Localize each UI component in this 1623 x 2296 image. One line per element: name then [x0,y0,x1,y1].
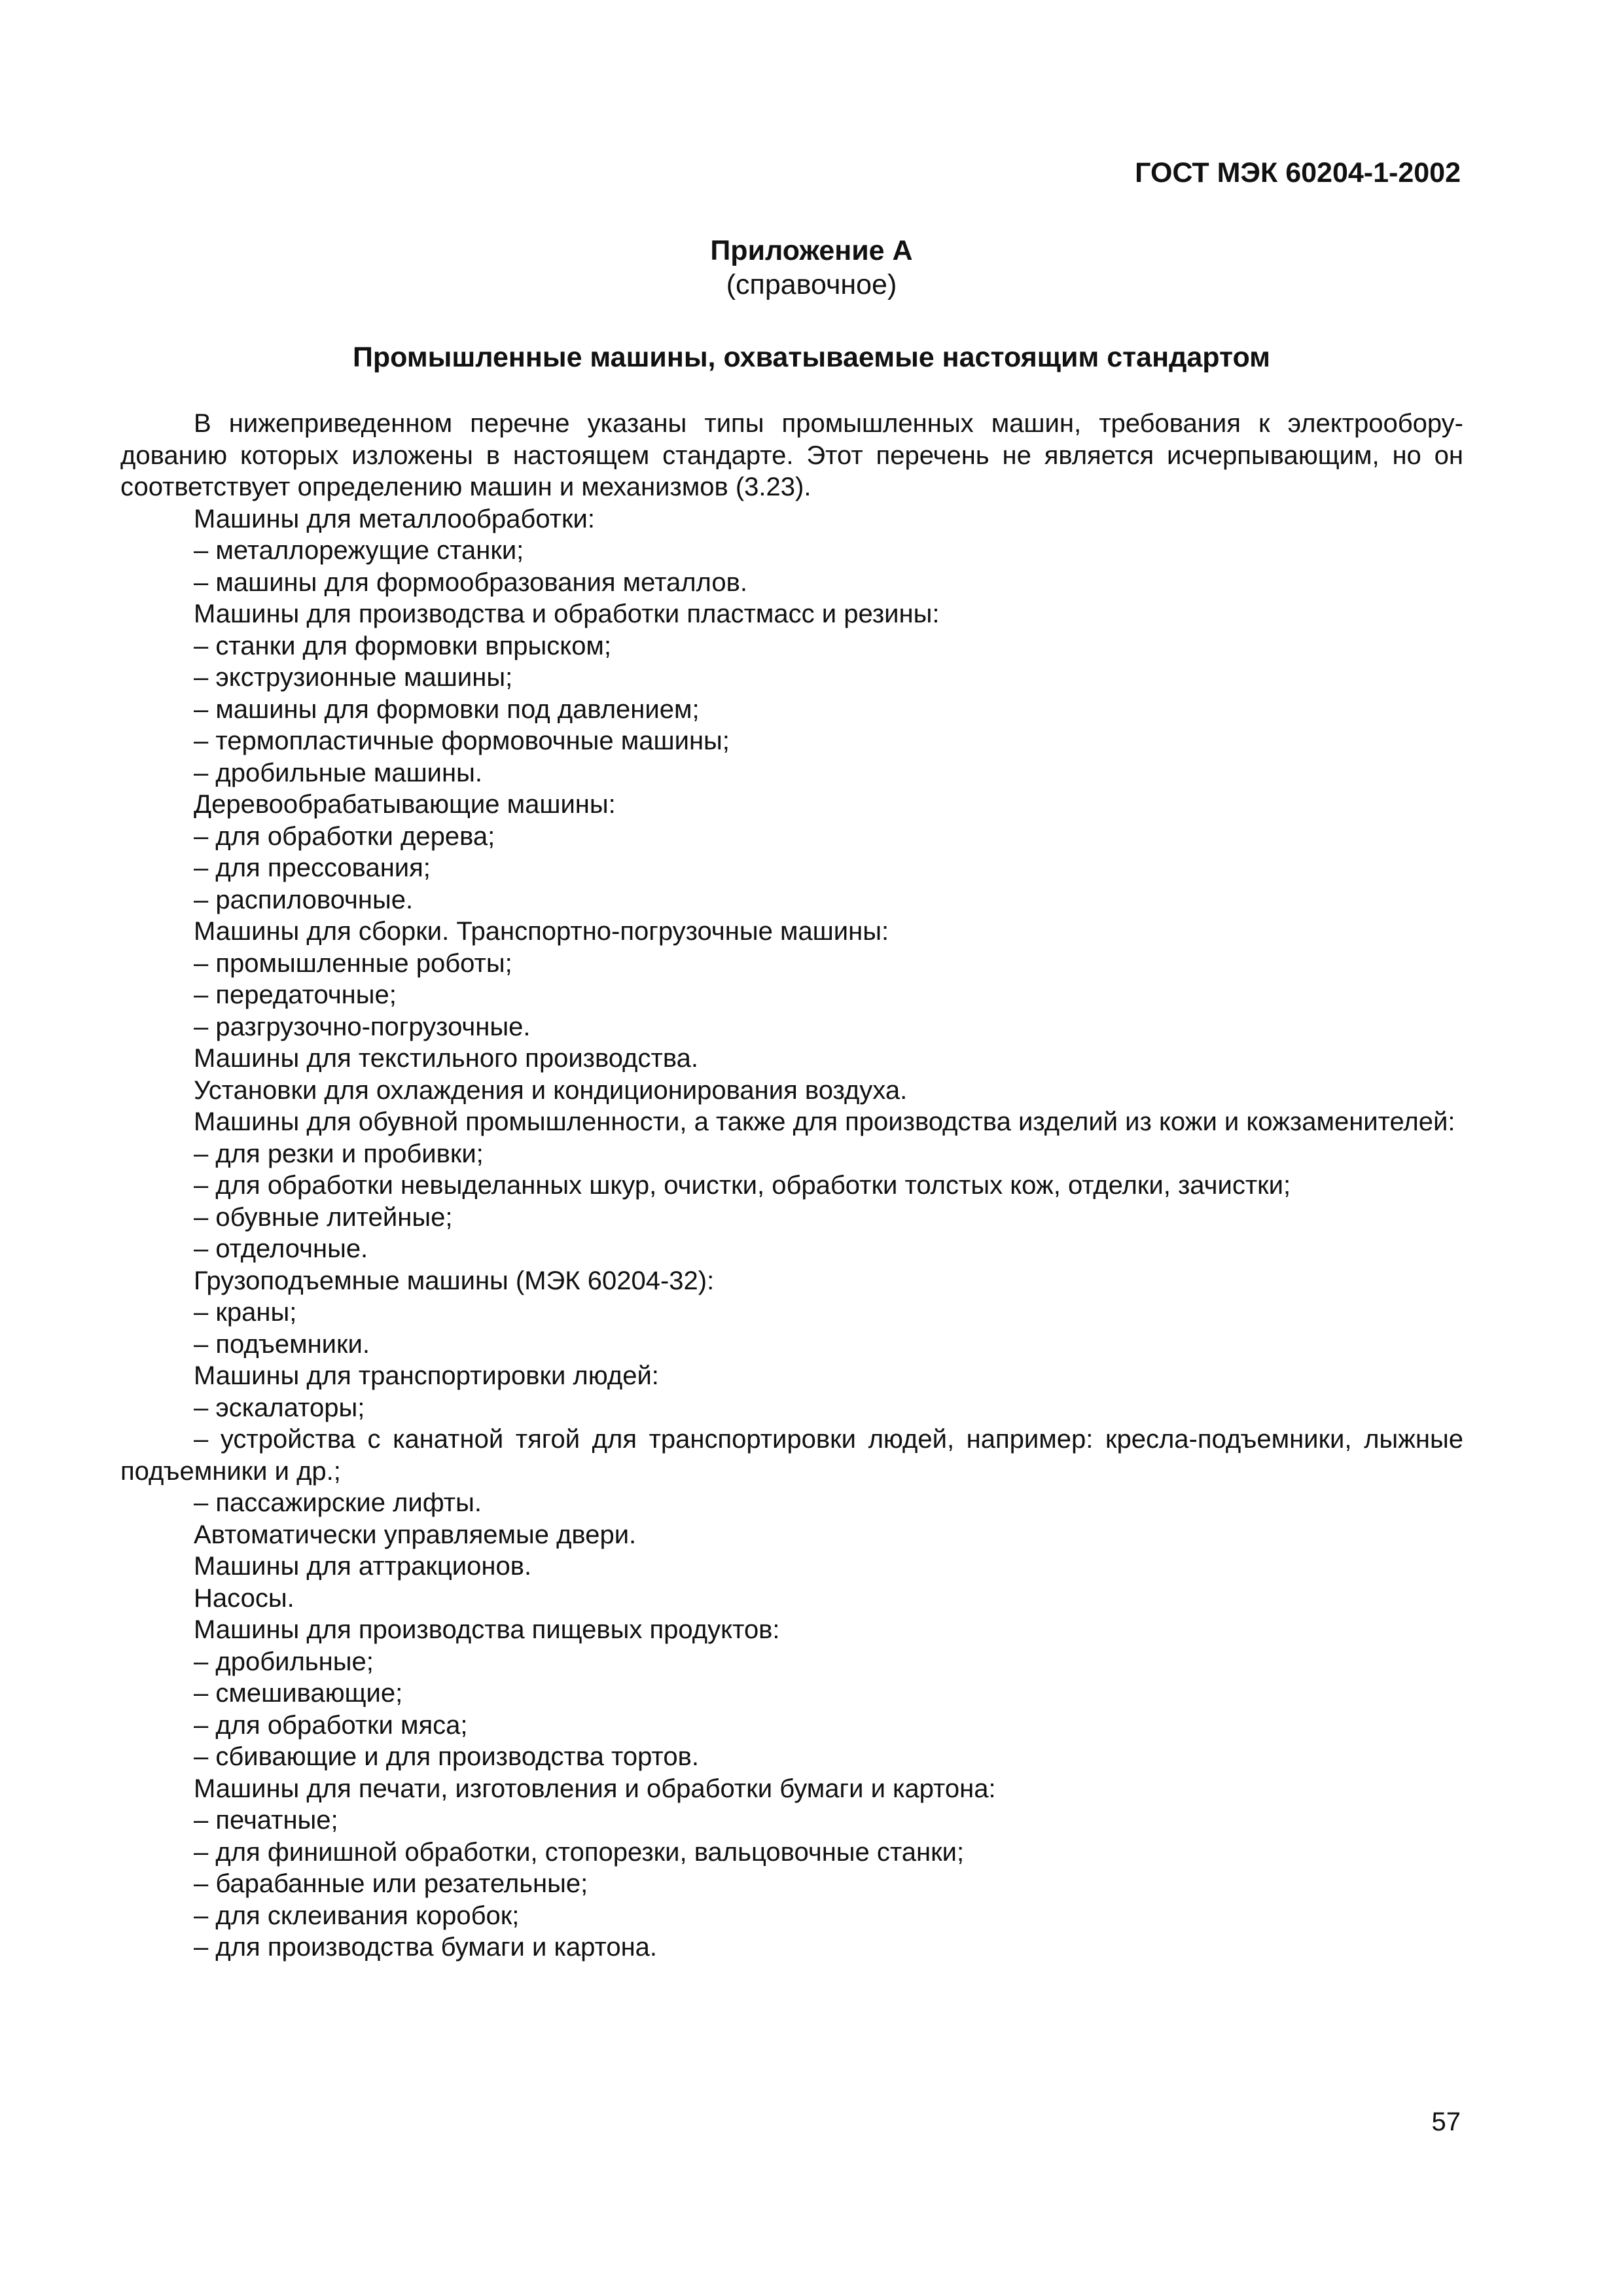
intro-paragraph: В нижеприведенном перечне указаны типы промышленных машин, требования к электрооборудованию которых изложены в настоящем стандарте. Этот перечень не является исчерпывающим, но он соответствует определению машин и механизмов (3.23). [120,409,1463,501]
list-item: Машины для текстильного производства. [194,1044,698,1073]
list-item: – краны; [194,1298,297,1327]
list-item: – барабанные или резательные; [194,1869,588,1898]
list-item: – для обработки дерева; [194,821,495,851]
list-item: – пассажирские лифты. [194,1488,482,1517]
list-item: Машины для производства пищевых продуктов: [194,1615,780,1644]
list-item: Машины для сборки. Транспортно-погрузочные машины: [194,917,889,946]
list-item: Грузоподъемные машины (МЭК 60204-32): [194,1266,715,1295]
list-item: – машины для формообразования металлов. [194,567,747,597]
list-item: – для финишной обработки, стопорезки, вальцовочные станки; [194,1837,965,1867]
list-item: Машины для аттракционов. [194,1552,532,1581]
list-item: – отделочные. [194,1234,368,1263]
list-item: – сбивающие и для производства тортов. [194,1742,699,1771]
page-number: 57 [1431,2108,1461,2136]
list-item: Машины для металлообработки: [194,504,595,533]
list-item: – машины для формовки под давлением; [194,694,700,724]
list-item: – подъемники. [194,1329,370,1359]
list-item: – металлорежущие станки; [194,536,524,565]
annex-subtitle: (справочное) [726,269,897,300]
section-heading: Промышленные машины, охватываемые настоящим стандартом [353,342,1270,373]
list-item: – промышленные роботы; [194,948,512,978]
document-code: ГОСТ МЭК 60204-1-2002 [1135,157,1461,188]
list-item: – для обработки невыделанных шкур, очистки, обработки толстых кож, отделки, зачистки; [194,1171,1291,1200]
list-item: – дробильные машины. [194,758,482,787]
list-item: Машины для транспортировки людей: [194,1361,659,1390]
list-item: Установки для охлаждения и кондиционирования воздуха. [194,1075,908,1105]
list-item: – распиловочные. [194,885,414,914]
list-item: – смешивающие; [194,1679,403,1708]
list-block-1 [120,503,1463,1107]
document-body [120,408,1463,1964]
list-item: – для резки и пробивки; [194,1139,484,1168]
list-item: Машины для печати, изготовления и обработки бумаги и картона: [194,1774,996,1803]
list-item: – для прессования; [194,853,431,882]
list-item: Насосы. [194,1583,294,1613]
list-item: – термопластичные формовочные машины; [194,726,730,755]
list-item: – экструзионные машины; [194,663,513,692]
list-item: – для склеивания коробок; [194,1901,520,1930]
annex-title: Приложение А [710,235,913,266]
footwear-heading: Машины для обувной промышленности, а также для производства изделий из кожи и кожзаменителей: [194,1107,1455,1136]
list-item: – дробильные; [194,1647,374,1676]
list-block-2 [120,1138,1463,1424]
list-item: Автоматически управляемые двери. [194,1520,637,1549]
list-item: – передаточные; [194,980,397,1009]
list-item: – эскалаторы; [194,1393,365,1422]
list-item: – разгрузочно-погрузочные. [194,1012,531,1041]
list-item: Деревообрабатывающие машины: [194,790,616,819]
list-item: – обувные литейные; [194,1202,453,1232]
list-item: – станки для формовки впрыском; [194,631,612,660]
list-item: – для производства бумаги и картона. [194,1933,658,1962]
list-block-3 [120,1487,1463,1964]
list-item: Машины для производства и обработки пластмасс и резины: [194,600,940,628]
list-item: – для обработки мяса; [194,1710,468,1740]
list-item: – печатные; [194,1806,338,1835]
cable-transport-item: – устройства с канатной тягой для транспортировки людей, например: кресла-подъемники, лыжные подъемники и др.; [120,1425,1463,1486]
